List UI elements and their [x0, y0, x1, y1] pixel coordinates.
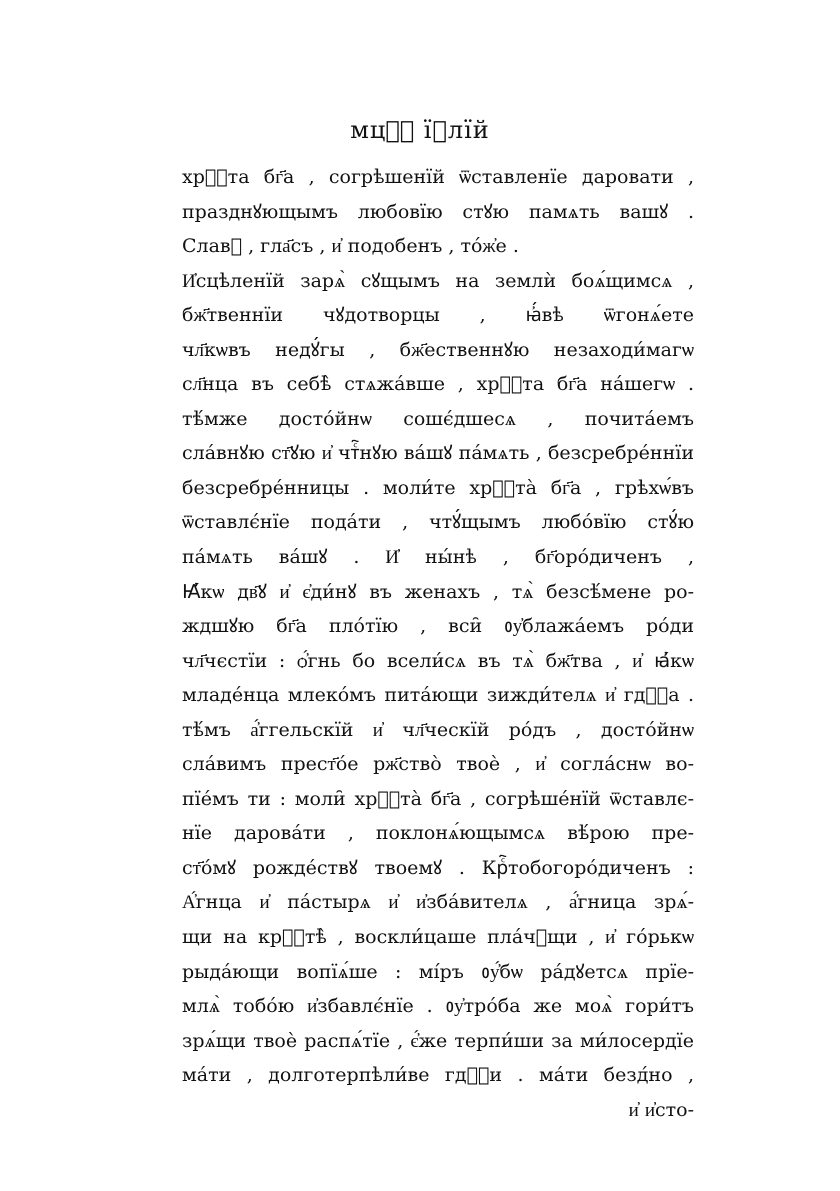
text-line: И҆сцѣленїй зарѧ̀ сꙋщымъ на землѝ боѧ́щимсѧ , — [182, 269, 694, 292]
text-line: празднꙋющымъ любовїю стꙋю памѧть вашꙋ . — [182, 200, 694, 223]
text-line: млѧ̀ тобо́ю и҆збавлє́нїе . ᲂу҆тро́ба же моѧ̀ гори́тъ — [182, 995, 694, 1018]
text-line: сл҃нца въ себѣ̀ стѧжа́вше , хрⷭ҇та бг҃а на́шегѡ . — [182, 373, 694, 396]
text-line: зрѧ́щи твоѐ распѧ́тїе , є҆́же терпи́ши за ми́лосердїе — [182, 1029, 694, 1052]
text-line: чл҃кѡвъ недꙋ́гы , бж҃ественнꙋю незаходи́магѡ — [182, 338, 694, 361]
text-line: Славⷶ , гла҃съ , и҆ подобенъ , то́ж҆е . — [182, 235, 519, 258]
text-line: сла́внꙋю ст҃ꙋю и҆ чтⷭ҇нꙋю ва́шꙋ па́мѧть , безсребре́ннїи — [182, 442, 694, 465]
text-line: нїе дарова́ти , поклонѧ́ющымсѧ вѣ́рою пре- — [182, 822, 694, 845]
text-line: рыда́ющи вопїѧ́ше : мі́ръ ᲂу҆́бѡ ра́дꙋетсѧ прїе- — [182, 960, 694, 983]
text-line: сла́вимъ прест҃о́е рж҃ство̀ твоѐ , и҆ согла́снѡ во- — [182, 753, 694, 776]
text-line: младе́нца млеко́мъ пита́ющи зижди́телѧ и҆ гдⷭ҇а . — [182, 684, 694, 707]
text-line: пїе́мъ ти : моли̑ хрⷭ҇та̀ бг҃а , согрѣше́нїй ѿставлє- — [182, 787, 694, 810]
text-line: ма́ти , долготерпѣли́ве гдⷭ҇и . ма́ти безд́но , — [182, 1064, 694, 1087]
text-line: чл҃чєстїи : ѻ҆́гнь бо всели́сѧ въ тѧ̀ бж҃тва , и҆ ꙗ҆́кѡ — [182, 649, 694, 672]
text-line: щи на крⷭ҇тѣ̀ , воскли́цаше пла́чꙋщи , и҆ го́рькѡ — [182, 926, 694, 949]
text-line: Ꙗ҆́кѡ дв҃ꙋ и҆ є҆ди́нꙋ въ женахъ , тѧ̀ безсѣ́мене ро- — [182, 580, 694, 603]
text-line: ждшꙋю бг҃а пло́тїю , вси̑ ᲂу҆блажа́емъ ро́ди — [182, 615, 694, 638]
text-line: хрⷭ҇та бг҃а , согрѣшенїй ѿставленїе даровати , — [182, 166, 694, 188]
text-line: ѿставлє́нїе пода́ти , чтꙋ́щымъ любо́вїю стꙋ́ю — [182, 511, 694, 534]
text-line: тѣ́мъ а҆́ггельскїй и҆ чл҃ческїй ро́дъ , досто́йнѡ — [182, 718, 694, 741]
text-line: тѣ́мже досто́йнѡ сошє́дшесѧ , почита́емъ — [182, 407, 694, 430]
text-line: па́мѧть ва́шꙋ . И҆ ны́нѣ , бг҃оро́диченъ , — [182, 546, 694, 569]
text-block — [182, 160, 694, 1127]
text-line: безсребре́нницы . моли́те хрⷭ҇та̀ бг҃а , грѣхѡ́въ — [182, 476, 694, 499]
text-line: А҆́гнца и҆ па́стырѧ и҆ и҆зба́вителѧ , а҆́гница зрѧ́- — [182, 891, 694, 914]
text-line: ст҃о́мꙋ рожде́ствꙋ твоемꙋ . Крⷭ҇тобогоро́диченъ : — [182, 856, 694, 879]
running-head: мцⷭ҇ їꙋлїй — [350, 116, 490, 144]
catchword-line: и҆ и҆сто- — [628, 1098, 694, 1121]
text-line: бж҃твеннїи чꙋдотворцы , ꙗ҆́вѣ ѿгонѧ́ете — [182, 304, 694, 327]
